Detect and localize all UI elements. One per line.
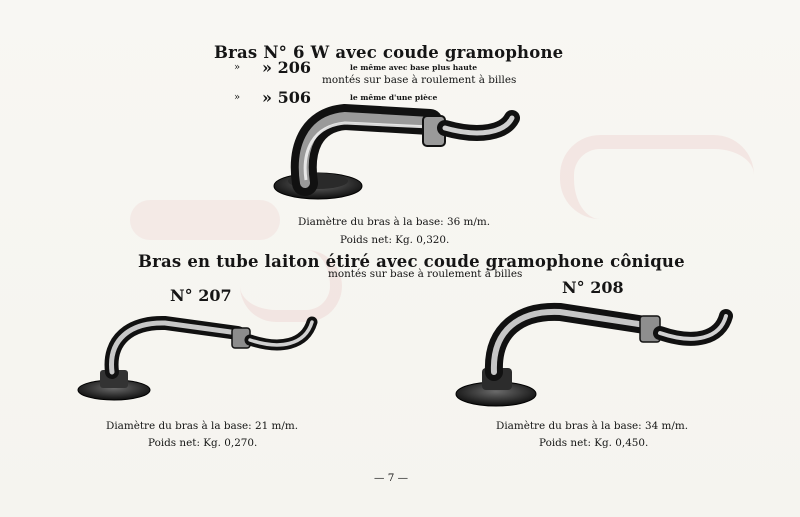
arm-6w-drawing bbox=[274, 116, 512, 199]
arm-208-drawing bbox=[456, 312, 726, 406]
model-number-208: N° 208 bbox=[562, 278, 624, 297]
arm-207-weight: Poids net: Kg. 0,270. bbox=[148, 437, 258, 449]
mounting-note: montés sur base à roulement à billes bbox=[322, 74, 517, 86]
arm-208-diameter: Diamètre du bras à la base: 34 m/m. bbox=[496, 420, 689, 432]
page-number: — 7 — bbox=[374, 472, 408, 484]
arm-207-diameter: Diamètre du bras à la base: 21 m/m. bbox=[106, 420, 299, 432]
arm-6w-diameter: Diamètre du bras à la base: 36 m/m. bbox=[298, 216, 491, 228]
model-number-207: N° 207 bbox=[170, 286, 232, 305]
model-206-description: le même avec base plus haute bbox=[350, 63, 478, 72]
section2-mounting-note: montés sur base à roulement à billes bbox=[328, 268, 523, 280]
heading-brass-tube-arms: Bras en tube laiton étiré avec coude gramophone cônique bbox=[138, 252, 685, 271]
model-number-206: » 206 bbox=[262, 58, 311, 77]
model-506-description: le même d'une pièce bbox=[350, 93, 438, 102]
arm-207-drawing bbox=[78, 322, 312, 400]
heading-6w: Bras N° 6 W avec coude gramophone bbox=[214, 43, 564, 62]
ditto-mark: » bbox=[234, 62, 241, 73]
ditto-mark: » bbox=[234, 92, 241, 103]
arm-208-weight: Poids net: Kg. 0,450. bbox=[539, 437, 649, 449]
arm-6w-weight: Poids net: Kg. 0,320. bbox=[340, 234, 450, 246]
model-number-506: » 506 bbox=[262, 88, 311, 107]
